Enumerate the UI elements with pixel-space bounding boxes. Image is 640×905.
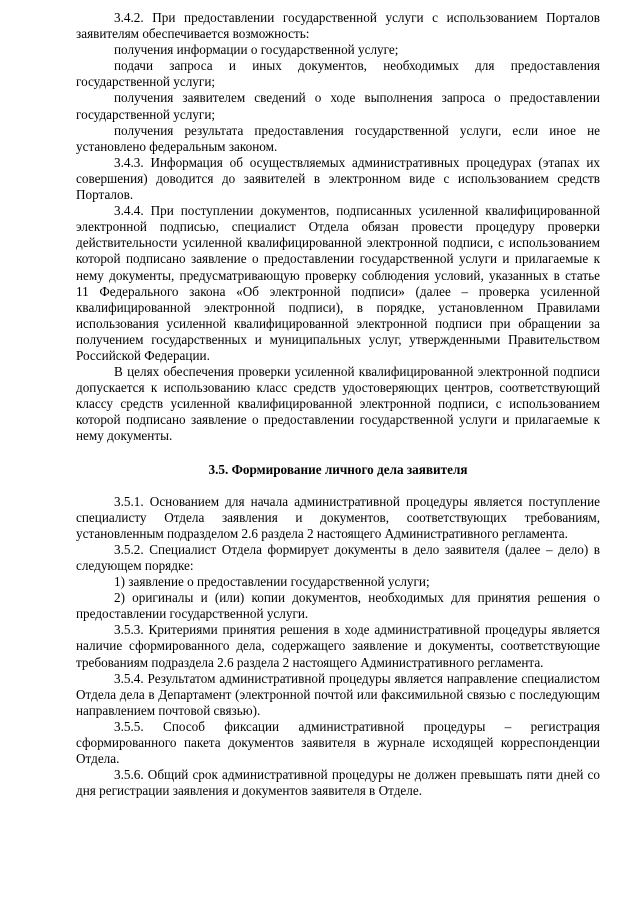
list-item-originals: 2) оригиналы и (или) копии документов, необходимых для принятия решения о предоставлении государственной услуги. — [76, 590, 600, 622]
document-page — [76, 10, 600, 799]
list-item-result: получения результата предоставления государственной услуги, если иное не установлено федеральным законом. — [76, 122, 600, 154]
paragraph-3-5-4: 3.5.4. Результатом административной процедуры является направление специалистом Отдела дела в Департамент (электронной почтой или факсимильной связью с последующим направлением почтовой связью). — [76, 670, 600, 718]
list-item-info: получения информации о государственной услуге; — [114, 42, 399, 58]
paragraph-3-5-5: 3.5.5. Способ фиксации административной процедуры – регистрация сформированного пакета документов заявителя в журнале исходящей корреспонденции Отдела. — [76, 718, 600, 767]
section-heading: 3.5. Формирование личного дела заявителя — [208, 461, 468, 477]
paragraph-3-5-1: 3.5.1. Основанием для начала административной процедуры является поступление специалисту Отдела заявления и документов, соответствующих требованиям, установленным подразделом 2.6 раздела 2 настоящего Административного регламента. — [76, 493, 600, 541]
paragraph-3-5-3: 3.5.3. Критериями принятия решения в ходе административной процедуры является наличие сформированного дела, содержащего заявление и документы, соответствующие требованиям подраздела 2.6 раздела 2 настоящего Административного регламента. — [76, 622, 600, 670]
list-item-application: 1) заявление о предоставлении государственной услуги; — [114, 574, 430, 590]
paragraph-3-4-4: 3.4.4. При поступлении документов, подписанных усиленной квалифицированной электронной подписью, специалист Отдела обязан провести процедуру проверки действительности усиленной квалифицированной электронной подписи, с использованием которой подписано заявление о предоставлении государственной услуги и прилагаемые к нему документы, предусматривающую проверку соблюдения условий, указанных в статье 11 Федерального закона «Об электронной подписи» (далее – проверка усиленной квалифицированной электронной подписи), в порядке, установленном Правилами использования усиленной квалифицированной электронной подписи при обращении за получением государственных и муниципальных услуг, утвержденными Правительством Российской Федерации. — [76, 203, 600, 363]
list-item-status: получения заявителем сведений о ходе выполнения запроса о предоставлении государственной услуги; — [76, 90, 600, 122]
paragraph-3-4-3: 3.4.3. Информация об осуществляемых административных процедурах (этапах их совершения) доводится до заявителей в электронном виде с использованием средств Порталов. — [76, 154, 600, 203]
paragraph-3-5-2: 3.5.2. Специалист Отдела формирует документы в дело заявителя (далее – дело) в следующем порядке: — [76, 541, 600, 573]
paragraph-3-4-2: 3.4.2. При предоставлении государственной услуги с использованием Порталов заявителям обеспечивается возможность: — [76, 10, 600, 42]
paragraph-signature-check: В целях обеспечения проверки усиленной квалифицированной электронной подписи допускается к использованию класс средств удостоверяющих центров, соответствующий классу средств усиленной квалифицированной электронной подписи, с использованием которой подписано заявление о предоставлении государственной услуги и прилагаемые к нему документы. — [76, 364, 600, 444]
list-item-request: подачи запроса и иных документов, необходимых для предоставления государственной услуги; — [76, 58, 600, 90]
paragraph-3-5-6: 3.5.6. Общий срок административной процедуры не должен превышать пяти дней со дня регистрации заявления и документов заявителя в Отделе. — [76, 767, 600, 799]
